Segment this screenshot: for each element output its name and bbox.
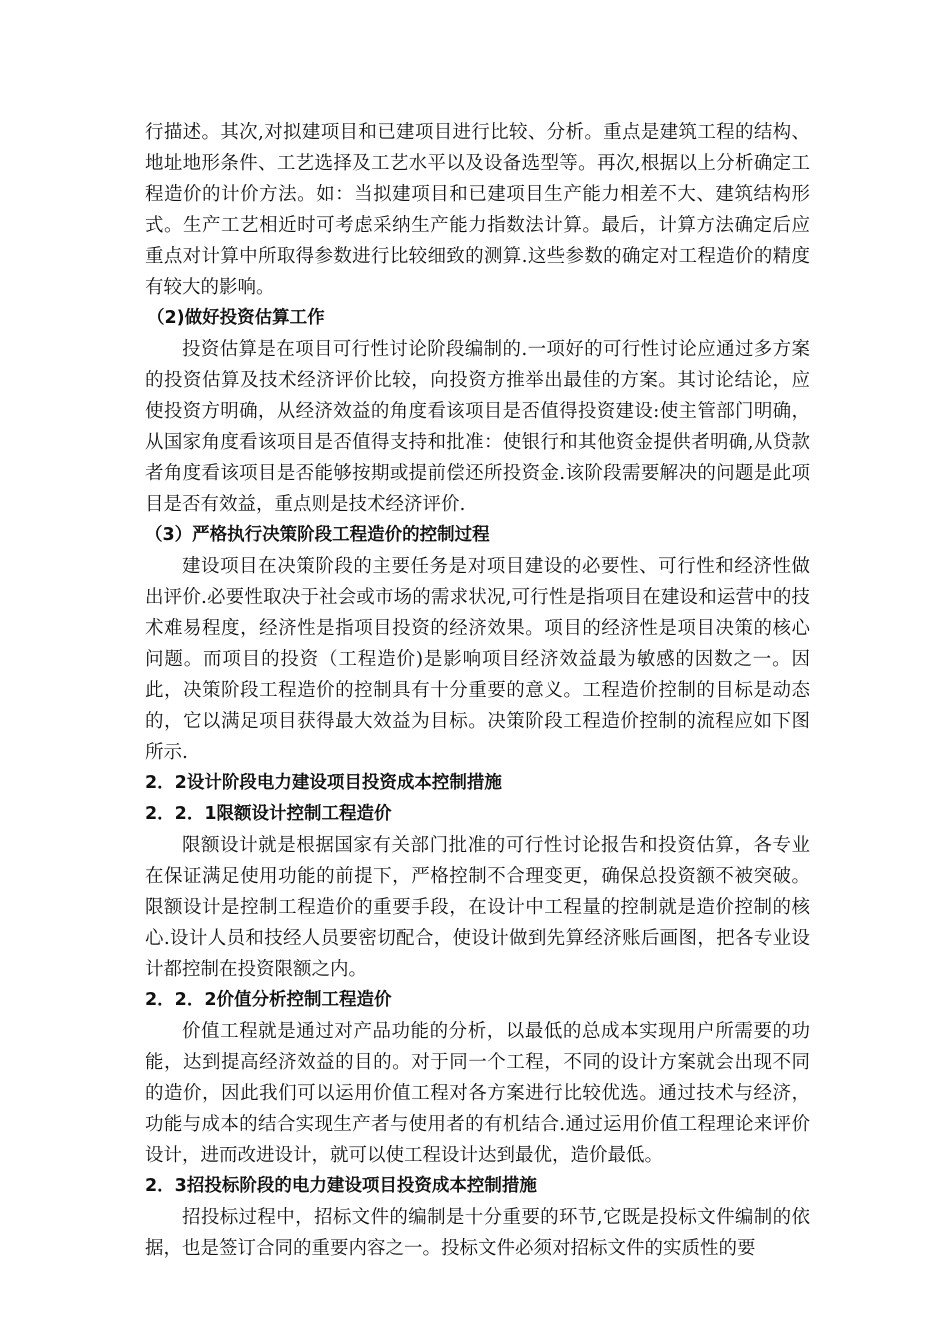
- heading-design-stage: 2．2设计阶段电力建设项目投资成本控制措施: [145, 773, 502, 793]
- paragraph-pricing-method: 行描述。其次,对拟建项目和已建项目进行比较、分析。重点是建筑工程的结构、地址地形条件、工艺选择及工艺水平以及设备选型等。再次,根据以上分析确定工程造价的计价方法。如：当拟建项目和已建项目生产能力相差不大、建筑结构形式。生产工艺相近时可考虑采纳生产能力指数法计算。最后，计算方法确定后应重点对计算中所取得参数进行比较细致的测算.这些参数的确定对工程造价的精度有较大的影响。: [145, 122, 810, 298]
- heading-quota-design: 2．2．1限额设计控制工程造价: [145, 804, 392, 824]
- heading-decision-stage-control: （3）严格执行决策阶段工程造价的控制过程: [145, 525, 490, 545]
- paragraph-value-analysis: 价值工程就是通过对产品功能的分析，以最低的总成本实现用户所需要的功能，达到提高经济效益的目的。对于同一个工程，不同的设计方案就会出现不同的造价，因此我们可以运用价值工程对各方案进行比较优选。通过技术与经济，功能与成本的结合实现生产者与使用者的有机结合.通过运用价值工程理论来评价设计，进而改进设计，就可以使工程设计达到最优，造价最低。: [145, 1021, 810, 1166]
- document-page: [145, 117, 810, 1264]
- heading-value-analysis: 2．2．2价值分析控制工程造价: [145, 990, 392, 1010]
- heading-investment-estimate: （2)做好投资估算工作: [147, 308, 325, 328]
- heading-bidding-stage: 2．3招投标阶段的电力建设项目投资成本控制措施: [145, 1176, 537, 1196]
- paragraph-quota-design: 限额设计就是根据国家有关部门批准的可行性讨论报告和投资估算，各专业在保证满足使用功能的前提下，严格控制不合理变更，确保总投资额不被突破。限额设计是控制工程造价的重要手段，在设计中工程量的控制就是造价控制的核心.设计人员和技经人员要密切配合，使设计做到先算经济账后画图，把各专业设计都控制在投资限额之内。: [145, 835, 810, 980]
- paragraph-decision-stage-control: 建设项目在决策阶段的主要任务是对项目建设的必要性、可行性和经济性做出评价.必要性取决于社会或市场的需求状况,可行性是指项目在建设和运营中的技术难易程度，经济性是指项目投资的经济效果。项目的经济性是项目决策的核心问题。而项目的投资（工程造价)是影响项目经济效益最为敏感的因数之一。因此，决策阶段工程造价的控制具有十分重要的意义。工程造价控制的目标是动态的，它以满足项目获得最大效益为目标。决策阶段工程造价控制的流程应如下图所示.: [145, 556, 810, 763]
- paragraph-bidding-stage: 招投标过程中，招标文件的编制是十分重要的环节,它既是投标文件编制的依据，也是签订合同的重要内容之一。投标文件必须对招标文件的实质性的要: [145, 1207, 810, 1259]
- paragraph-investment-estimate: 投资估算是在项目可行性讨论阶段编制的.一项好的可行性讨论应通过多方案的投资估算及技术经济评价比较，向投资方推举出最佳的方案。其讨论结论，应使投资方明确，从经济效益的角度看该项目是否值得投资建设:使主管部门明确，从国家角度看该项目是否值得支持和批准：使银行和其他资金提供者明确,从贷款者角度看该项目是否能够按期或提前偿还所投资金.该阶段需要解决的问题是此项目是否有效益，重点则是技术经济评价.: [145, 339, 810, 515]
